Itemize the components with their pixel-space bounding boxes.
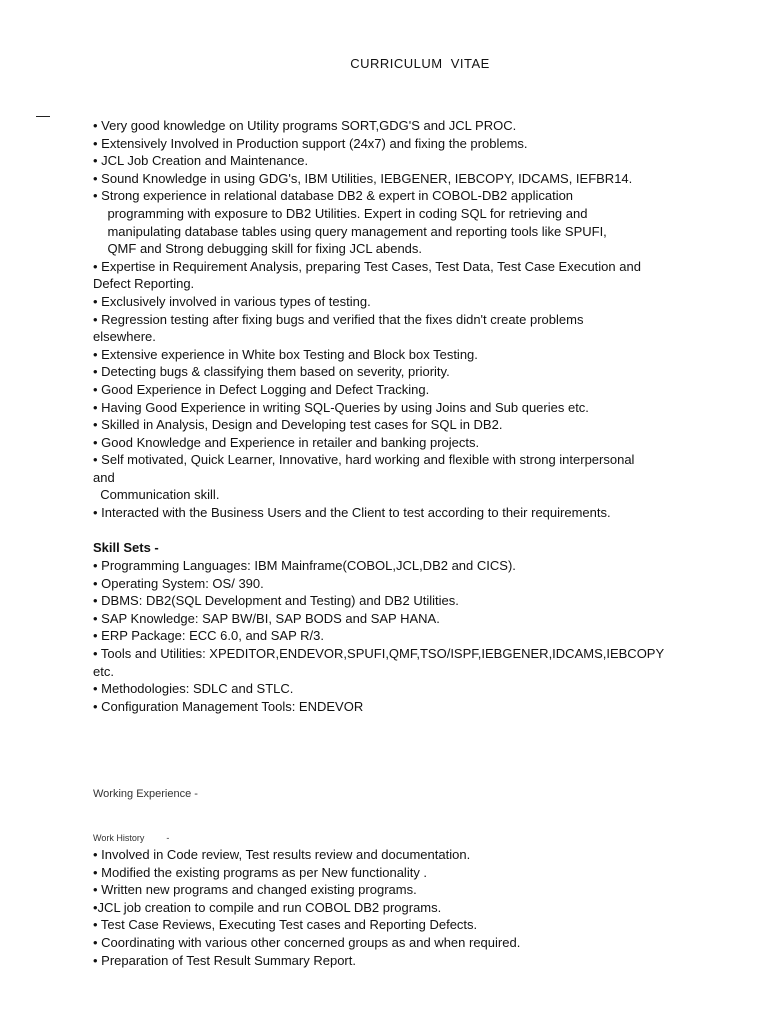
- summary-line: • Extensive experience in White box Testing and Block box Testing.: [93, 346, 478, 362]
- skill-line: • Methodologies: SDLC and STLC.: [93, 681, 294, 697]
- summary-line: • Good Knowledge and Experience in retailer and banking projects.: [93, 434, 480, 450]
- summary-line: manipulating database tables using query management and reporting tools like SPUFI,: [93, 223, 607, 239]
- summary-line: • Having Good Experience in writing SQL-Queries by using Joins and Sub queries etc.: [93, 399, 589, 415]
- document-title: CURRICULUM VITAE: [350, 56, 490, 71]
- work-line: • Preparation of Test Result Summary Report.: [93, 952, 356, 968]
- summary-line: elsewhere.: [93, 329, 156, 345]
- summary-line: • Self motivated, Quick Learner, Innovative, hard working and flexible with strong interpersonal: [93, 452, 635, 468]
- summary-line: • Detecting bugs & classifying them based on severity, priority.: [93, 364, 450, 380]
- summary-line: • Extensively Involved in Production support (24x7) and fixing the problems.: [93, 135, 528, 151]
- summary-line: • Sound Knowledge in using GDG's, IBM Utilities, IEBGENER, IEBCOPY, IDCAMS, IEFBR14.: [93, 170, 633, 186]
- skills-section: [93, 557, 713, 715]
- summary-line: • Interacted with the Business Users and the Client to test according to their requirements.: [93, 505, 611, 521]
- skill-line: • ERP Package: ECC 6.0, and SAP R/3.: [93, 628, 324, 644]
- summary-line: • Very good knowledge on Utility programs SORT,GDG'S and JCL PROC.: [93, 118, 517, 133]
- summary-line: programming with exposure to DB2 Utilities. Expert in coding SQL for retrieving and: [93, 205, 588, 221]
- work-history-heading: [93, 833, 169, 843]
- summary-line: • Regression testing after fixing bugs and verified that the fixes didn't create problems: [93, 311, 584, 327]
- skill-line: • SAP Knowledge: SAP BW/BI, SAP BODS and SAP HANA.: [93, 610, 440, 626]
- summary-line: Defect Reporting.: [93, 276, 195, 292]
- summary-line: • JCL Job Creation and Maintenance.: [93, 153, 309, 169]
- work-line: • Involved in Code review, Test results review and documentation.: [93, 847, 471, 862]
- summary-line: • Skilled in Analysis, Design and Developing test cases for SQL in DB2.: [93, 417, 503, 433]
- summary-line: Communication skill.: [93, 487, 220, 503]
- work-history-label: Work History: [93, 833, 145, 843]
- work-line: • Written new programs and changed existing programs.: [93, 882, 417, 898]
- summary-line: and: [93, 469, 115, 485]
- work-section: [93, 846, 713, 969]
- skill-line: • Programming Languages: IBM Mainframe(COBOL,JCL,DB2 and CICS).: [93, 558, 516, 573]
- skill-line: etc.: [93, 663, 114, 679]
- summary-line: • Exclusively involved in various types of testing.: [93, 293, 371, 309]
- summary-section: [93, 117, 713, 522]
- skills-heading: Skill Sets -: [93, 540, 159, 555]
- skill-line: • Tools and Utilities: XPEDITOR,ENDEVOR,SPUFI,QMF,TSO/ISPF,IEBGENER,IDCAMS,IEBCOPY: [93, 645, 665, 661]
- work-line: • Test Case Reviews, Executing Test cases and Reporting Defects.: [93, 917, 478, 933]
- summary-line: QMF and Strong debugging skill for fixing JCL abends.: [93, 241, 423, 257]
- work-line: • Modified the existing programs as per New functionality .: [93, 864, 428, 880]
- work-history-dash: -: [166, 833, 170, 843]
- skill-line: • Configuration Management Tools: ENDEVOR: [93, 698, 364, 714]
- margin-dash: [36, 116, 50, 117]
- summary-line: • Expertise in Requirement Analysis, preparing Test Cases, Test Data, Test Case Execution and: [93, 258, 641, 274]
- skill-line: • DBMS: DB2(SQL Development and Testing) and DB2 Utilities.: [93, 593, 459, 609]
- work-line: •JCL job creation to compile and run COBOL DB2 programs.: [93, 899, 442, 915]
- work-line: • Coordinating with various other concerned groups as and when required.: [93, 934, 521, 950]
- summary-line: • Strong experience in relational database DB2 & expert in COBOL-DB2 application: [93, 188, 574, 204]
- working-experience-heading: Working Experience -: [93, 788, 198, 800]
- skill-line: • Operating System: OS/ 390.: [93, 575, 264, 591]
- summary-line: • Good Experience in Defect Logging and Defect Tracking.: [93, 381, 430, 397]
